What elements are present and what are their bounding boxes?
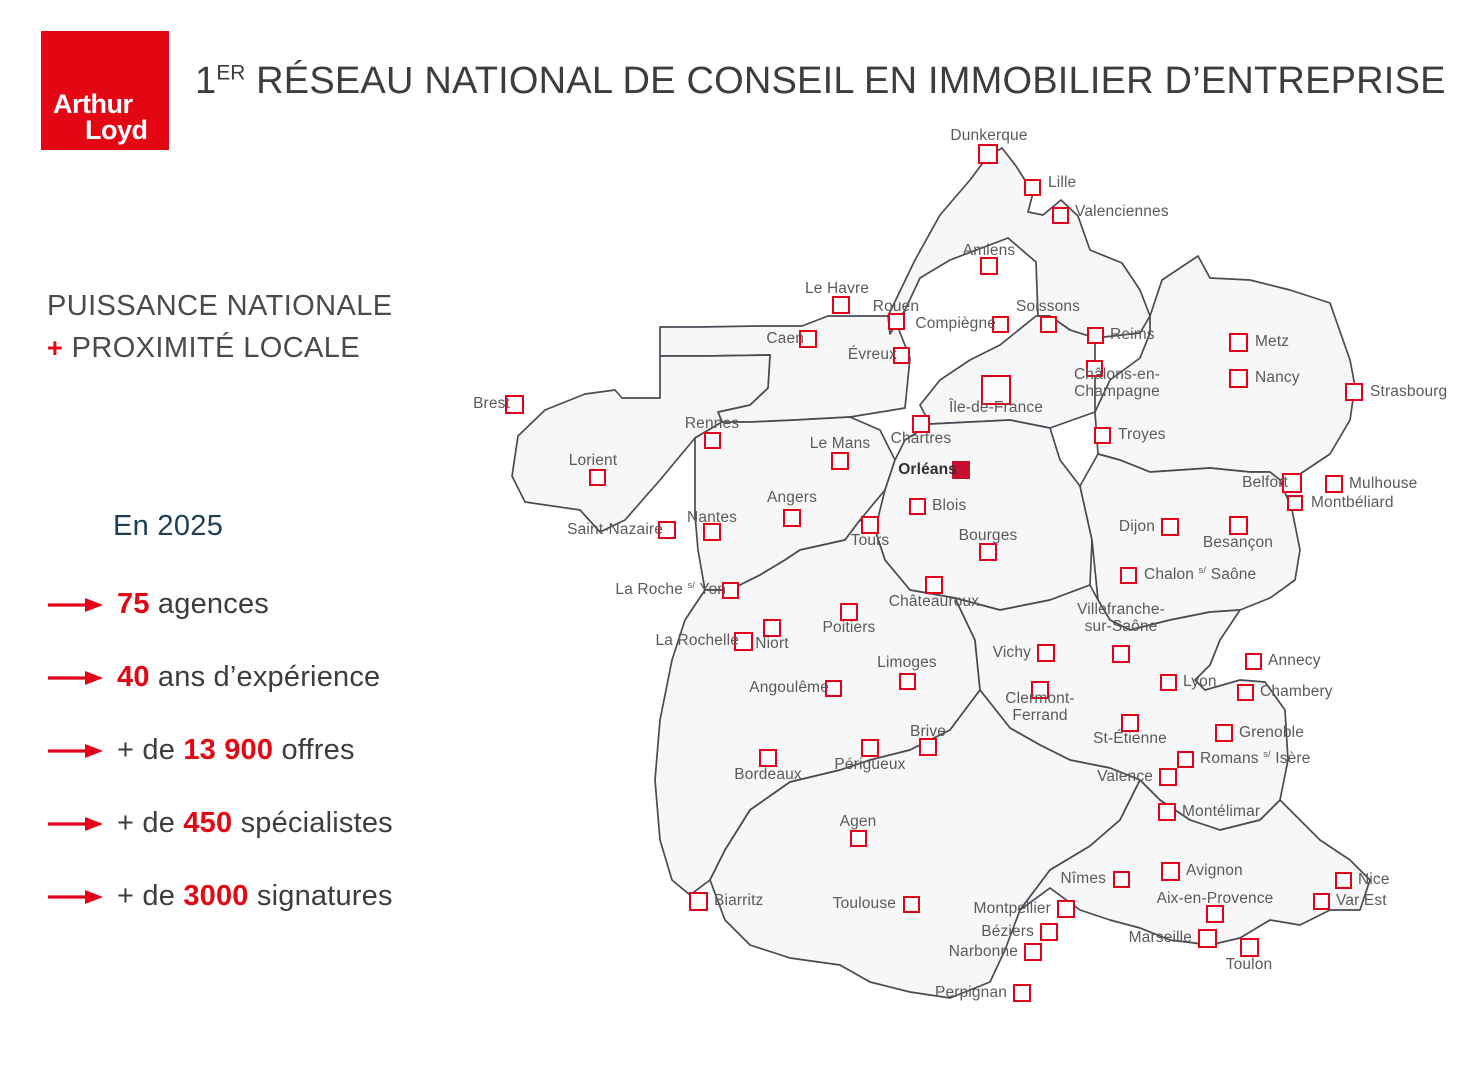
stat-row bbox=[47, 641, 487, 714]
city-marker-troyes[interactable] bbox=[1094, 427, 1111, 444]
tagline-line-2-wrap bbox=[47, 327, 392, 369]
city-label-poitiers: Poitiers bbox=[822, 619, 876, 636]
city-label-rouen: Rouen bbox=[872, 298, 920, 315]
city-label-n-mes: Nîmes bbox=[1060, 870, 1106, 887]
city-label-biarritz: Biarritz bbox=[714, 892, 764, 909]
arrow-right-icon bbox=[47, 816, 103, 832]
city-marker-mont-limar[interactable] bbox=[1158, 803, 1176, 821]
label-superscript: s/ bbox=[1198, 565, 1207, 576]
city-label-marseille: Marseille bbox=[1128, 929, 1192, 946]
city-label-st-tienne: St-Étienne bbox=[1093, 730, 1167, 747]
city-marker-nice[interactable] bbox=[1335, 872, 1352, 889]
city-label-avignon: Avignon bbox=[1186, 862, 1243, 879]
stat-value: 3000 bbox=[183, 880, 249, 912]
stat-value: 75 bbox=[117, 588, 150, 620]
city-marker-narbonne[interactable] bbox=[1024, 943, 1042, 961]
stat-prefix: + de bbox=[117, 880, 184, 912]
city-marker-blois[interactable] bbox=[909, 498, 926, 515]
arrow-right-icon bbox=[47, 889, 103, 905]
city-label-brive: Brive bbox=[909, 723, 947, 740]
headline-ordinal-number: 1 bbox=[195, 60, 217, 102]
city-label-vreux: Évreux bbox=[847, 346, 897, 363]
label-superscript: s/ bbox=[687, 580, 696, 591]
city-label-grenoble: Grenoble bbox=[1239, 724, 1304, 741]
city-label-chartres: Chartres bbox=[890, 430, 952, 447]
city-marker-p-rigueux[interactable] bbox=[861, 739, 879, 757]
stats-list bbox=[47, 568, 487, 933]
city-label-brest: Brest bbox=[473, 395, 510, 412]
city-label-b-ziers: Béziers bbox=[981, 923, 1034, 940]
city-label-nancy: Nancy bbox=[1255, 369, 1300, 386]
city-label-tours: Tours bbox=[850, 532, 890, 549]
city-marker-strasbourg[interactable] bbox=[1345, 383, 1363, 401]
city-marker-lille[interactable] bbox=[1024, 179, 1041, 196]
arrow-right-icon bbox=[47, 816, 103, 832]
city-label-villefranche-sur-sa-ne bbox=[981, 601, 1261, 636]
page-title bbox=[195, 60, 1446, 103]
logo-line-arthur: Arthur bbox=[53, 89, 133, 119]
logo-wordmark bbox=[41, 31, 169, 150]
arrow-right-icon bbox=[47, 743, 103, 759]
city-label-lyon: Lyon bbox=[1183, 673, 1217, 690]
city-label-chambery: Chambery bbox=[1260, 683, 1333, 700]
city-label-line: Champagne bbox=[1074, 383, 1160, 401]
city-marker-metz[interactable] bbox=[1229, 333, 1248, 352]
city-marker-soissons[interactable] bbox=[1040, 316, 1057, 333]
city-marker-ch-teauroux[interactable] bbox=[925, 576, 943, 594]
city-marker-valenciennes[interactable] bbox=[1052, 207, 1069, 224]
city-label-le-mans: Le Mans bbox=[809, 435, 871, 452]
stat-row bbox=[47, 787, 487, 860]
city-label-vichy: Vichy bbox=[992, 644, 1031, 661]
stat-prefix: + de bbox=[117, 807, 184, 839]
city-marker-aix-en-provence[interactable] bbox=[1206, 905, 1224, 923]
city-marker-mulhouse[interactable] bbox=[1325, 475, 1343, 493]
city-label-blois: Blois bbox=[932, 497, 967, 514]
city-label-besan-on: Besançon bbox=[1202, 534, 1274, 551]
city-label-annecy: Annecy bbox=[1268, 652, 1321, 669]
city-label-bourges: Bourges bbox=[958, 527, 1018, 544]
city-marker-chambery[interactable] bbox=[1237, 684, 1254, 701]
city-label-aix-en-provence: Aix-en-Provence bbox=[1156, 890, 1274, 907]
city-label-belfort: Belfort bbox=[1242, 474, 1288, 491]
city-label-lorient: Lorient bbox=[568, 452, 618, 469]
city-label-reims: Reims bbox=[1110, 326, 1155, 343]
city-label-angers: Angers bbox=[766, 489, 817, 506]
tagline bbox=[47, 285, 392, 369]
city-label-bordeaux: Bordeaux bbox=[734, 766, 802, 783]
headline-ordinal-suffix: ER bbox=[216, 61, 246, 85]
city-label-line: Châlons-en- bbox=[1073, 366, 1161, 383]
city-label-nice: Nice bbox=[1358, 871, 1390, 888]
arrow-right-icon bbox=[47, 889, 103, 905]
city-marker-amiens[interactable] bbox=[980, 257, 998, 275]
stat-suffix: ans d’expérience bbox=[149, 661, 381, 693]
label-superscript: s/ bbox=[1263, 749, 1271, 760]
city-label-line: Clermont- bbox=[1005, 690, 1075, 707]
city-marker-var-est[interactable] bbox=[1313, 893, 1330, 910]
city-label-valence: Valence bbox=[1097, 768, 1153, 785]
city-marker-limoges[interactable] bbox=[899, 673, 916, 690]
city-marker-romans-s-is-re[interactable] bbox=[1177, 751, 1194, 768]
arrow-right-icon bbox=[47, 597, 103, 613]
city-label-caen: Caen bbox=[766, 330, 804, 347]
city-label-valenciennes: Valenciennes bbox=[1075, 203, 1169, 220]
city-marker-reims[interactable] bbox=[1087, 327, 1104, 344]
arrow-right-icon bbox=[47, 597, 103, 613]
stat-suffix: offres bbox=[273, 734, 355, 766]
city-marker-dunkerque[interactable] bbox=[978, 144, 998, 164]
city-marker-toulon[interactable] bbox=[1240, 938, 1259, 957]
city-label-romans-s-is-re: Romans $^{s/}$ Isère bbox=[1200, 749, 1311, 768]
city-label-mulhouse: Mulhouse bbox=[1349, 475, 1418, 492]
stat-prefix: + de bbox=[117, 734, 184, 766]
city-label-angoul-me: Angoulême bbox=[749, 679, 829, 696]
stat-text bbox=[117, 807, 393, 840]
stat-value: 13 900 bbox=[183, 734, 274, 766]
stat-suffix: signatures bbox=[248, 880, 393, 912]
city-marker-besan-on[interactable] bbox=[1229, 516, 1248, 535]
city-marker-montb-liard[interactable] bbox=[1287, 495, 1303, 511]
city-label-narbonne: Narbonne bbox=[948, 943, 1018, 960]
stat-text bbox=[117, 588, 269, 621]
city-marker-valence[interactable] bbox=[1159, 768, 1177, 786]
city-label-amiens: Amiens bbox=[962, 242, 1016, 259]
tagline-line-1: PUISSANCE NATIONALE bbox=[47, 290, 393, 322]
city-label-line: sur-Saône bbox=[1084, 618, 1158, 636]
stat-row bbox=[47, 568, 487, 641]
city-label-montb-liard: Montbéliard bbox=[1311, 494, 1394, 511]
city-label-agen: Agen bbox=[839, 813, 877, 830]
city-label-toulon: Toulon bbox=[1225, 956, 1273, 973]
headline-rest: RÉSEAU NATIONAL DE CONSEIL EN IMMOBILIER D’ENTREPRISE bbox=[245, 60, 1446, 102]
city-marker-agen[interactable] bbox=[850, 830, 867, 847]
city-label-niort: Niort bbox=[755, 635, 789, 652]
stat-suffix: agences bbox=[149, 588, 269, 620]
city-marker-toulouse[interactable] bbox=[903, 896, 920, 913]
city-marker-bordeaux[interactable] bbox=[759, 749, 777, 767]
city-marker-villefranche-sur-sa-ne[interactable] bbox=[1112, 645, 1130, 663]
city-label-dijon: Dijon bbox=[1118, 518, 1155, 535]
city-label-le-havre: Le Havre bbox=[804, 280, 870, 297]
arrow-right-icon bbox=[47, 670, 103, 686]
city-label-ch-lons-en-champagne bbox=[977, 366, 1257, 401]
city-label-perpignan: Perpignan bbox=[934, 984, 1007, 1001]
city-label-strasbourg: Strasbourg bbox=[1370, 383, 1448, 400]
city-label-saint-nazaire: Saint-Nazaire bbox=[567, 521, 663, 538]
stat-row bbox=[47, 714, 487, 787]
city-marker-brive[interactable] bbox=[919, 738, 937, 756]
city-label-soissons: Soissons bbox=[1015, 298, 1081, 315]
city-marker-lyon[interactable] bbox=[1160, 674, 1177, 691]
city-label-la-rochelle: La Rochelle bbox=[655, 632, 739, 649]
arrow-right-icon bbox=[47, 670, 103, 686]
stat-value: 40 bbox=[117, 661, 150, 693]
city-label-mont-limar: Montélimar bbox=[1182, 803, 1261, 820]
city-label-le-de-france: Île-de-France bbox=[948, 399, 1044, 416]
city-label-limoges: Limoges bbox=[877, 654, 937, 671]
city-label-line: Villefranche- bbox=[1077, 601, 1165, 618]
city-label-line: Ferrand bbox=[1012, 707, 1068, 725]
stat-row bbox=[47, 860, 487, 933]
city-marker-marseille[interactable] bbox=[1198, 929, 1217, 948]
city-label-metz: Metz bbox=[1255, 333, 1290, 350]
france-agency-map bbox=[450, 120, 1481, 1040]
city-marker-avignon[interactable] bbox=[1161, 862, 1180, 881]
city-label-montpellier: Montpellier bbox=[973, 900, 1051, 917]
city-label-orl-ans: Orléans bbox=[898, 461, 957, 478]
city-label-nantes: Nantes bbox=[686, 509, 737, 526]
city-label-var-est: Var Est bbox=[1336, 892, 1387, 909]
city-label-compi-gne: Compiègne bbox=[915, 315, 996, 332]
stat-text bbox=[117, 880, 393, 913]
arrow-right-icon bbox=[47, 743, 103, 759]
stat-text bbox=[117, 661, 380, 694]
city-marker-chalon-s-sa-ne[interactable] bbox=[1120, 567, 1137, 584]
city-label-la-roche-s-yon: La Roche $^{s/}$ Yon bbox=[615, 580, 726, 599]
logo-line-loyd: Loyd bbox=[85, 115, 148, 145]
city-label-troyes: Troyes bbox=[1118, 426, 1166, 443]
city-marker-bourges[interactable] bbox=[979, 543, 997, 561]
city-label-chalon-s-sa-ne: Chalon $^{s/}$ Saône bbox=[1144, 565, 1257, 584]
city-label-lille: Lille bbox=[1048, 174, 1077, 191]
city-label-rennes: Rennes bbox=[684, 415, 740, 432]
city-marker-n-mes[interactable] bbox=[1113, 871, 1130, 888]
city-label-p-rigueux: Périgueux bbox=[834, 756, 906, 773]
year-label: En 2025 bbox=[113, 510, 224, 542]
plus-icon: + bbox=[47, 333, 64, 364]
city-marker-perpignan[interactable] bbox=[1013, 984, 1031, 1002]
city-marker-montpellier[interactable] bbox=[1057, 900, 1075, 918]
city-marker-vichy[interactable] bbox=[1037, 644, 1055, 662]
stat-suffix: spécialistes bbox=[232, 807, 393, 839]
stat-text bbox=[117, 734, 355, 767]
tagline-line-2: PROXIMITÉ LOCALE bbox=[71, 332, 361, 365]
city-label-toulouse: Toulouse bbox=[832, 895, 896, 912]
arthur-loyd-logo[interactable] bbox=[41, 31, 169, 150]
stat-value: 450 bbox=[183, 807, 233, 839]
city-label-ch-teauroux: Châteauroux bbox=[888, 593, 980, 610]
city-label-dunkerque: Dunkerque bbox=[950, 127, 1028, 144]
city-marker-annecy[interactable] bbox=[1245, 653, 1262, 670]
